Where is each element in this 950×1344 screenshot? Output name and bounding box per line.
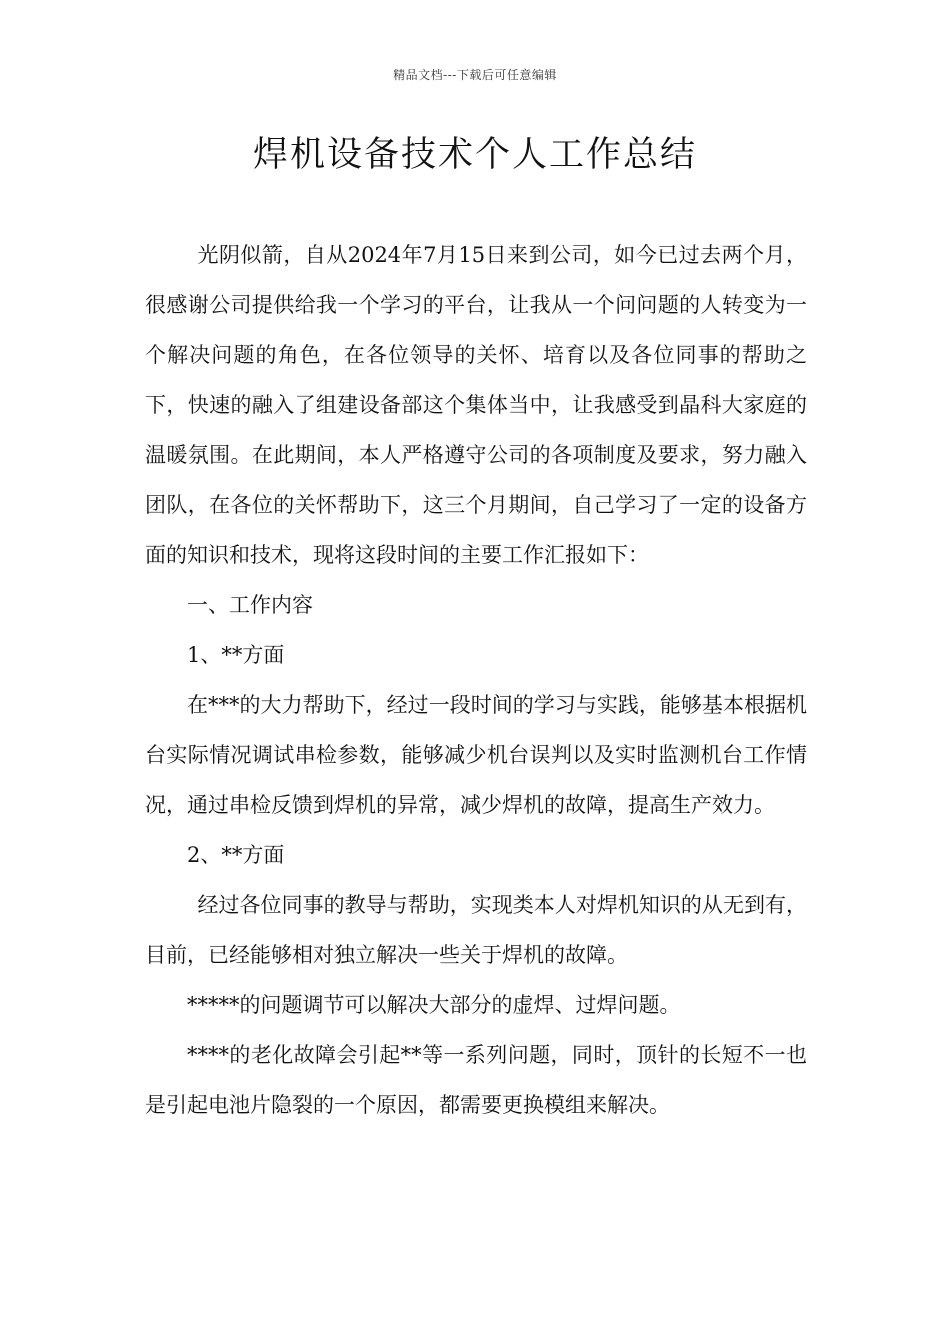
section-heading-work-content: 一、工作内容 bbox=[187, 593, 313, 617]
intro-paragraph: 光阴似箭，自从2024年7月15日来到公司，如今已过去两个月，很感谢公司提供给我一个学习的平台，让我从一个问问题的人转变为一个解决问题的角色，在各位领导的关怀、培育以及各位同事的帮助之下，快速的融入了组建设备部这个集体当中，让我感受到晶科大家庭的温暖氛围。在此期间，本人严格遵守公司的各项制度及要求，努力融入团队，在各位的关怀帮助下，这三个月期间，自己学习了一定的设备方面的知识和技术，现将这段时间的主要工作汇报如下： bbox=[145, 243, 807, 567]
document-title: 焊机设备技术个人工作总结 bbox=[252, 135, 697, 175]
item-2-note-1: *****的问题调节可以解决大部分的虚焊、过焊问题。 bbox=[187, 993, 681, 1017]
item-heading-1: 1、**方面 bbox=[187, 643, 285, 667]
header-note: 精品文档---下载后可任意编辑 bbox=[393, 68, 557, 82]
item-heading-2: 2、**方面 bbox=[187, 843, 285, 867]
item-2-paragraph: 经过各位同事的教导与帮助，实现类本人对焊机知识的从无到有，目前，已经能够相对独立解决一些关于焊机的故障。 bbox=[145, 893, 807, 967]
document-body bbox=[145, 230, 807, 1130]
item-2-note-2: ****的老化故障会引起**等一系列问题，同时，顶针的长短不一也是引起电池片隐裂的一个原因，都需要更换模组来解决。 bbox=[145, 1043, 807, 1117]
item-1-paragraph: 在***的大力帮助下，经过一段时间的学习与实践，能够基本根据机台实际情况调试串检参数，能够减少机台误判以及实时监测机台工作情况，通过串检反馈到焊机的异常，减少焊机的故障，提高生产效力。 bbox=[145, 693, 807, 817]
